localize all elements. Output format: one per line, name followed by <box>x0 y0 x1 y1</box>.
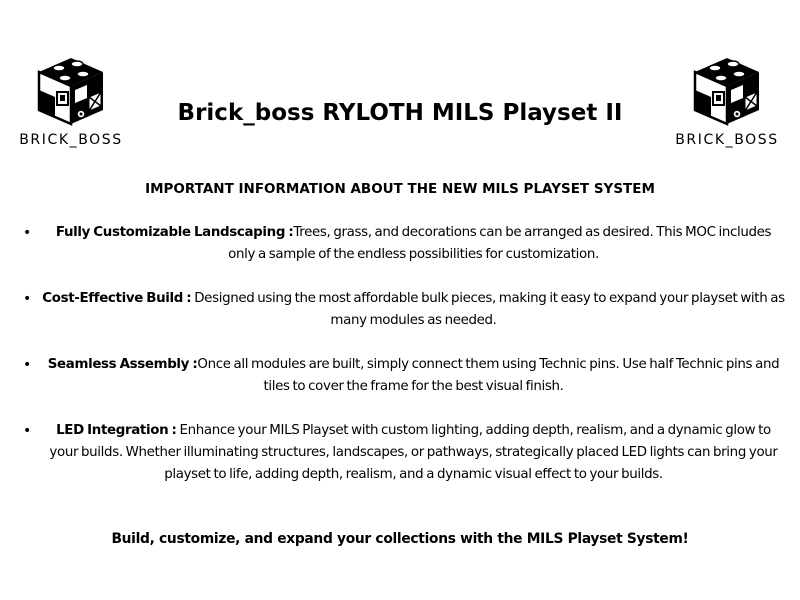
list-item <box>20 288 785 332</box>
list-item-text: Trees, grass, and decorations can be arranged as desired. This MOC includes only a sample of the endless possibilities for customization. <box>228 225 772 262</box>
logo-wordmark: BRICK_BOSS <box>19 132 123 148</box>
feature-list <box>20 222 785 508</box>
bullet-dot-icon: • <box>23 357 31 373</box>
list-item-text: Once all modules are built, simply connect them using Technic pins. Use half Technic pins and tiles to cover the frame for the best visual finish. <box>197 357 780 394</box>
list-item-heading: Seamless Assembly : <box>47 357 198 372</box>
brand-logo-right <box>662 52 792 148</box>
list-item-heading: Cost-Effective Build : <box>42 291 192 306</box>
closing-statement: Build, customize, and expand your collections with the MILS Playset System! <box>111 531 689 547</box>
list-item-heading: LED Integration : <box>56 423 177 438</box>
brick-cube-icon <box>689 52 765 128</box>
list-item-heading: Fully Customizable Landscaping : <box>55 225 294 240</box>
list-item <box>20 420 785 486</box>
page-title: Brick_boss RYLOTH MILS Playset II <box>177 100 623 126</box>
section-heading: IMPORTANT INFORMATION ABOUT THE NEW MILS PLAYSET SYSTEM <box>145 181 655 197</box>
bullet-dot-icon: • <box>23 423 31 439</box>
list-item <box>20 222 785 266</box>
list-item-text: Designed using the most affordable bulk pieces, making it easy to expand your playset with as many modules as needed. <box>191 291 785 328</box>
brand-logo-left <box>6 52 136 148</box>
brick-cube-icon <box>33 52 109 128</box>
list-item-text: Enhance your MILS Playset with custom lighting, adding depth, realism, and a dynamic glow to your builds. Whether illuminating structures, landscapes, or pathways, strategically placed LED lights can bring your playset to life, adding depth, realism, and a dynamic visual effect to your builds. <box>49 423 778 482</box>
bullet-dot-icon: • <box>23 291 31 307</box>
bullet-dot-icon: • <box>23 225 31 241</box>
logo-wordmark: BRICK_BOSS <box>675 132 779 148</box>
list-item <box>20 354 785 398</box>
